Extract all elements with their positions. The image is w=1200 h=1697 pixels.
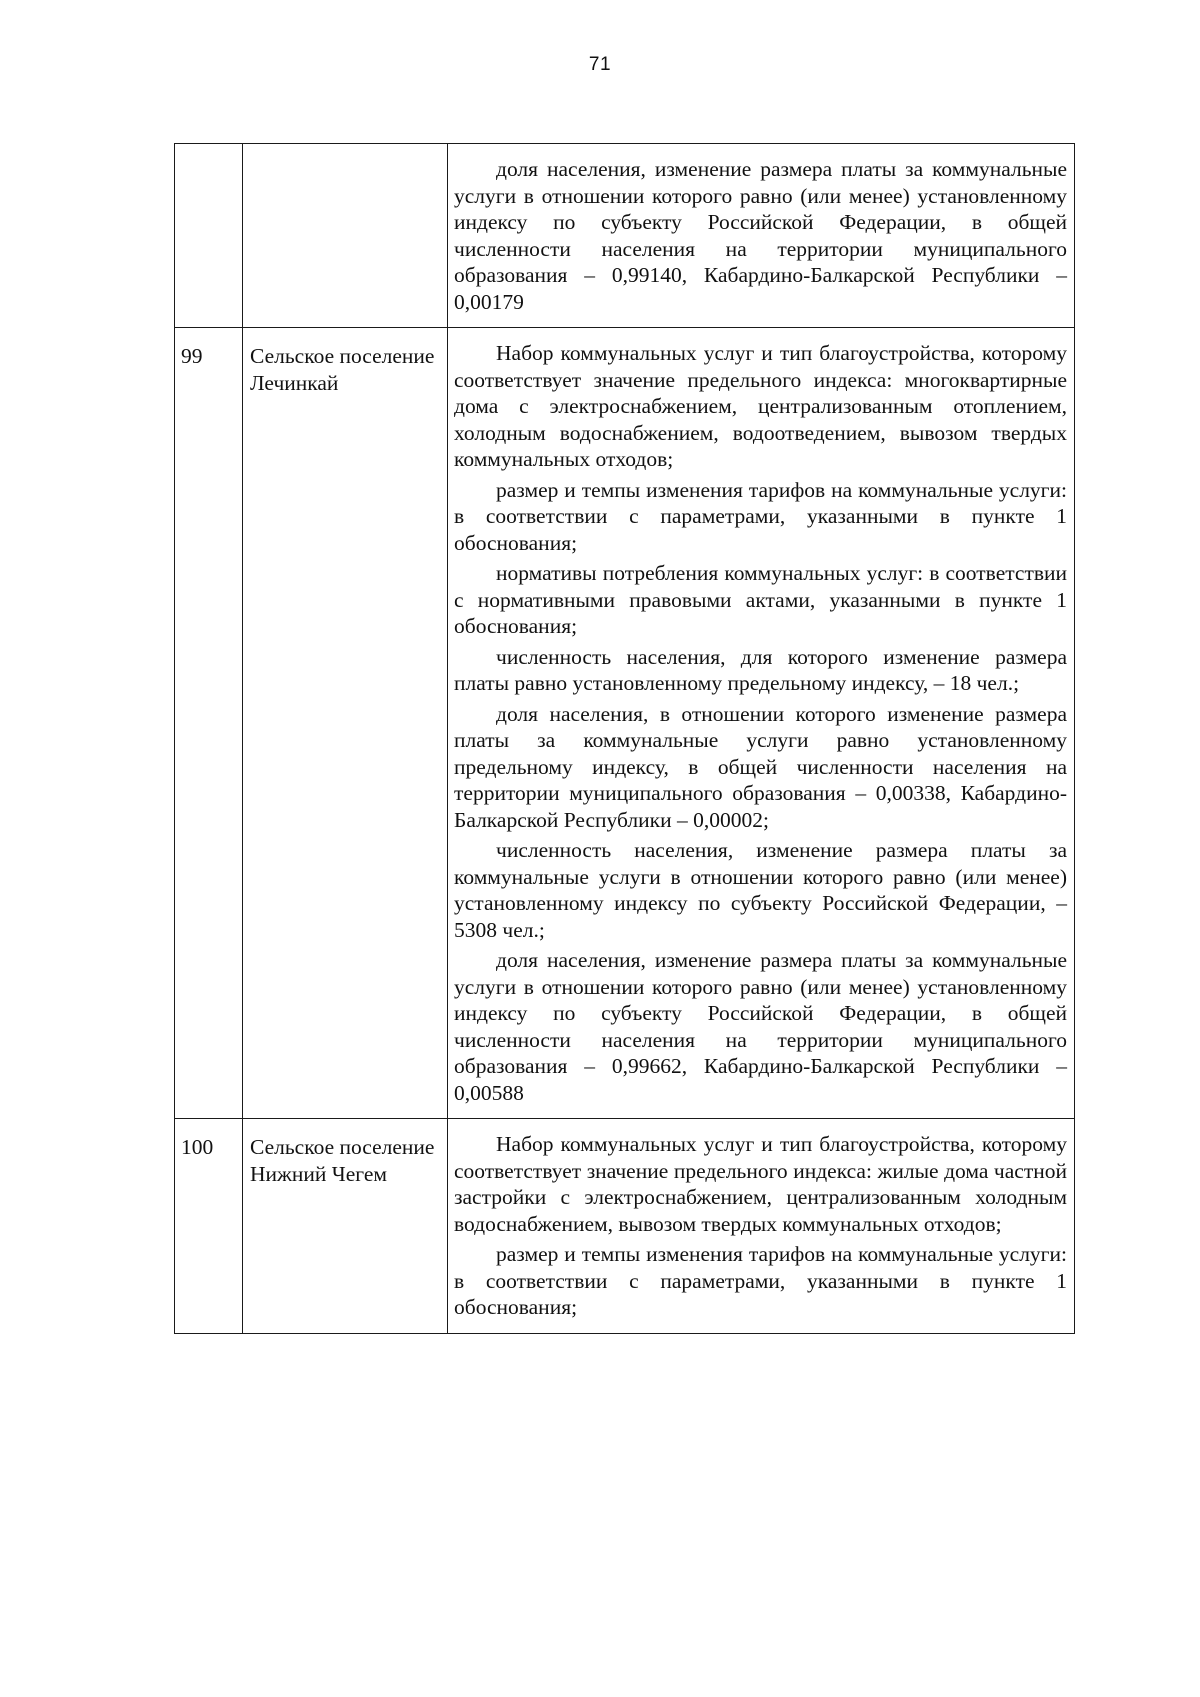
settlements-table (174, 143, 1075, 1334)
settlement-name-cell (243, 144, 448, 328)
description-paragraph: нормативы потребления коммунальных услуг: в соответствии с нормативными правовыми актами, указанными в пункте 1 обоснования; (454, 561, 1067, 638)
row-number-cell: 100 (175, 1119, 243, 1334)
table-row (175, 328, 1075, 1119)
description-paragraph: доля населения, изменение размера платы за коммунальные услуги в отношении которого равно (или менее) установленному индексу по субъекту Российской Федерации, в общей численности населения на территории муниципального образования – 0,99662, Кабардино-Балкарской Республики – 0,00588 (454, 948, 1067, 1105)
table-row (175, 1119, 1075, 1334)
settlement-name-cell: Сельское поселение Лечинкай (243, 328, 448, 1119)
description-paragraph: численность населения, для которого изменение размера платы равно установленному предельному индексу, – 18 чел.; (454, 644, 1067, 695)
description-paragraph: размер и темпы изменения тарифов на коммунальные услуги: в соответствии с параметрами, указанными в пункте 1 обоснования; (454, 1242, 1067, 1319)
description-paragraph: доля населения, в отношении которого изменение размера платы за коммунальные услуги равно установленному предельному индексу, в общей численности населения на территории муниципального образования – 0,00338, Кабардино-Балкарской Республики – 0,00002; (454, 701, 1067, 832)
description-cell (448, 1119, 1075, 1334)
description-cell (448, 328, 1075, 1119)
description-paragraph: размер и темпы изменения тарифов на коммунальные услуги: в соответствии с параметрами, указанными в пункте 1 обоснования; (454, 477, 1067, 555)
settlement-name-cell: Сельское поселение Нижний Чегем (243, 1119, 448, 1334)
description-paragraph: численность населения, изменение размера платы за коммунальные услуги в отношении которого равно (или менее) установленному индексу по субъекту Российской Федерации, – 5308 чел.; (454, 838, 1067, 942)
page-number: 71 (588, 54, 612, 75)
row-number-cell: 99 (175, 328, 243, 1119)
description-cell (448, 144, 1075, 328)
table-row (175, 144, 1075, 328)
description-paragraph: Набор коммунальных услуг и тип благоустройства, которому соответствует значение предельного индекса: жилые дома частной застройки с электроснабжением, централизованным холодным водоснабжением, вывозом твердых коммунальных отходов; (454, 1132, 1067, 1236)
description-paragraph: Набор коммунальных услуг и тип благоустройства, которому соответствует значение предельного индекса: многоквартирные дома с электроснабжением, централизованным отоплением, холодным водоснабжением, водоотведением, вывозом твердых коммунальных отходов; (454, 341, 1067, 471)
row-number-cell (175, 144, 243, 328)
description-paragraph: доля населения, изменение размера платы за коммунальные услуги в отношении которого равно (или менее) установленному индексу по субъекту Российской Федерации, в общей численности населения на территории муниципального образования – 0,99140, Кабардино-Балкарской Республики – 0,00179 (454, 157, 1067, 314)
